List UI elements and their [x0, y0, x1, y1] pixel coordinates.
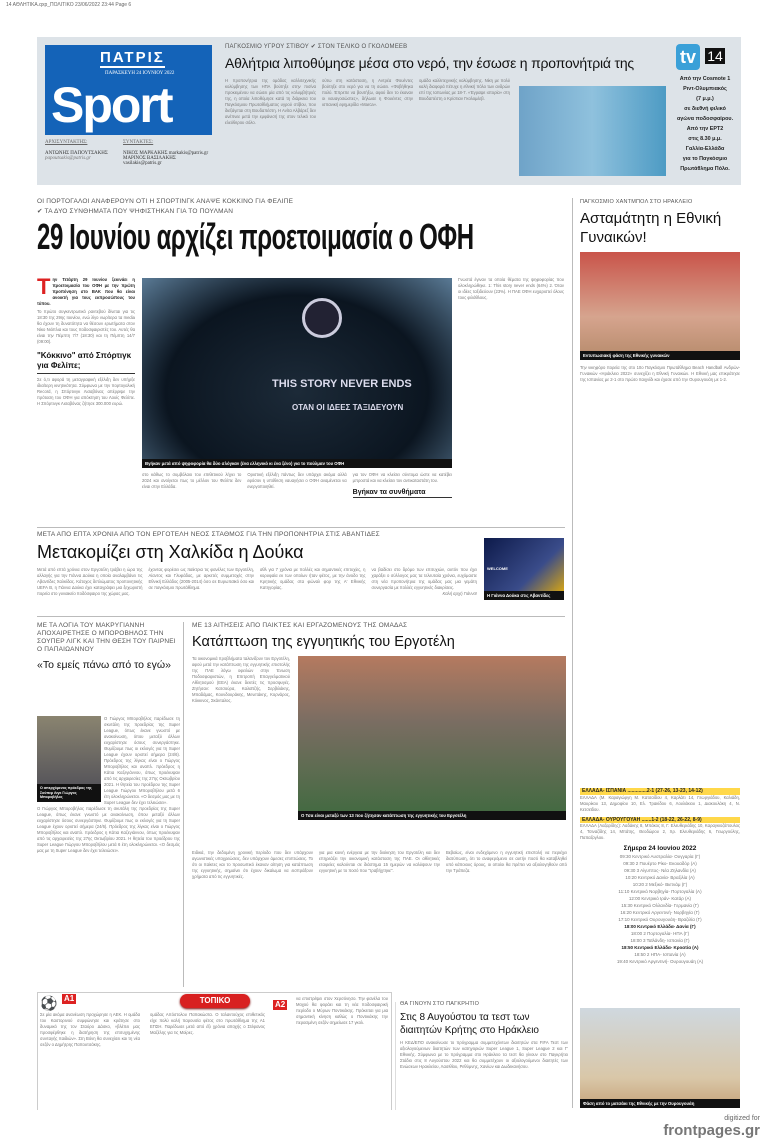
ergo-body: για μια κοινή ενέργεια με την διοίκηση του Εργοτέλη και δεν επηρεάζει την οικονομική κατάσταση της ΠΑΕ. Οι αθλητικές εταιρείες καλούνται σε διάστημα 15 ημερών να καλύψουν την εγγυητική με το ποσό που "τραβήχτηκε".	[319, 850, 440, 873]
ofh-header	[37, 198, 567, 258]
score-line: ΕΛΛΑΔΑ- ΙΣΠΑΝΙΑ ..............2-1 (27-26, 13-23, 14-12)	[580, 788, 740, 795]
swim-photo	[519, 86, 666, 176]
schedule-item: 18:00 2 Πορτογαλία- ΗΠΑ (Γ)	[630, 931, 690, 936]
schedule-item: 09:30 Κεντρικό Αυστραλία- Ουγγαρία (Γ)	[619, 854, 701, 859]
lineup: ΕΛΛΑΔΑ (Μ. Καραγιώργη Μ. Κατσαίδου 4, Καρλάτι 14, Γεωργιάδου, Καλιάδη, Μαυρίκου 13, Δημοφίου 10, Ελ. Τρακίδου 6, Λουλάκιου 1, Διακουλάκη 4, Ν. Κετσεϊδου.	[580, 794, 740, 812]
ergo-headline: Κατάπτωση της εγγυητικής του Εργοτέλη	[192, 634, 455, 650]
ofh-subhead: "Κόκκινο" από Σπόρτιγκ για Φελίπε;	[37, 351, 135, 374]
lineup: ΕΛΛΑΔΑ (Λαζαρίδης): Λαδάκης 8, Μπάκος 8, Γ. Ελευθεριάδης 10, Καραγκιοζόπουλος 4, Τσιναζίδης 14, Μπάτης, Θεοδώρου 2, Χρ. Ελευθεριάδης 6, Γεωργούλης, Παπαζογλου.	[580, 823, 740, 840]
ofh-subhead: Βγήκαν τα συνθήματα	[353, 488, 452, 498]
borovilos-article	[37, 622, 179, 677]
referees-headline: Στις 8 Αυγούστου τα τεστ των διαιτητών Κρήτης στο Ηράκλειο	[400, 1012, 539, 1036]
ofh-kicker: ✔ ΤΑ ΔΥΟ ΣΥΝΘΗΜΑΤΑ ΠΟΥ ΨΗΦΙΣΤΗΚΑΝ ΓΙΑ ΤΟ ΠΟΥΛΜΑΝ	[37, 208, 234, 215]
douka-sign: Καλή αρχή Γιάννα!	[442, 591, 477, 596]
writer: ΝΙΚΟΣ ΜΑΡΚΑΚΗΣ markakis@patris.gr	[123, 151, 209, 156]
boro-caption: Ο απερχόμενος πρόεδρος της Σούπερ Λιγκ Γιώργος Μποροβήλος	[37, 784, 101, 802]
ofh-col1	[37, 274, 135, 407]
douka-photo	[484, 538, 564, 600]
ofh-body: Σε ό,τι αφορά τη μεταγραφική εξέλιξη δεν υπήρξε ιδιαίτερη κινητικότητα. Σύμφωνα με την πορτογαλική Record, η Σπόρτινγκ Λισαβόνας απέρριψε την πρόταση του ΟΦΗ για απόκτηση του Λουίς Φελίπε. Η Σπόρτινγκ Λισαβόνας ζήτησε 300.000 ευρώ.	[37, 377, 135, 406]
beach-handball-photo	[580, 1008, 740, 1108]
tv-line: για το Παγκόσμιο	[682, 156, 728, 162]
schedule-item: 19:40 Κεντρικό Αργεντινή- Ουρουγουάη (Α)	[616, 959, 704, 964]
ofh-photo-caption: Βγήκαν μετά από ψηφοφορία θα δύο σλόγκαν (ένα ελληνικό κι ένα ξένο) για το πούλμαν του ΟΦΗ	[142, 459, 452, 469]
schedule-item: 18:50 Κεντρικό Ελλάδα- Κροατία (Α)	[621, 945, 699, 950]
swim-headline: Αθλήτρια λιποθύμησε μέσα στο νερό, την έσωσε η προπονήτριά της	[225, 55, 634, 71]
douka-body: να βαδίσει στο δρόμο των επιτυχιών, αυτόν που έχει χαράξει ο σύλλογος μας τα τελευταία χρόνια, ευχόμαστε στη νέα προπονήτρια της ομάδας μας μια γεμάτη συνεργασία με πολλές εγγυητικές διακρίσεις.	[371, 567, 477, 590]
boro-body: Ο Γιώργος Μποροβήλος παρέδωσε τη σκυτάλη της προεδρίας της Super League, όπως έκανε γνωστό με ανακοίνωση, όπου μεταξύ άλλων ευχαρίστησε όσους συνεργάστηκε. Θυμίζουμε πως οι εκλογές για τη Super League έχουν οριστεί σήμερα (24/6). Πρόεδρος της λίγκας είναι ο Γιώργος Μποροβήλος και αναπλ. πρόεδρος η Κάτια Καζεγιάννου, όπως προέκυψαν από τις αρχαιρεσίες της 27ης Οκτωβρίου 2021. Η θητεία του προέδρου της Super League Γιώργου Μποροβήλου μετά 6 έτη ολοκληρώνεται. «Ο δεσμός μας με τη Super League δεν έχει τελειώσει».	[104, 716, 180, 805]
writer: ΜΑΡΙΝΟΣ ΒΑΣΙΛΑΚΗΣ vasilakis@patris.gr	[123, 156, 176, 166]
ofh-headline: 29 Ιουνίου αρχίζει προετοιμασία ο ΟΦΗ	[37, 217, 474, 258]
douka-article	[37, 531, 477, 597]
schedule-item: 15:30 Κεντρικό Ολλανδία- Γερμανία (Γ)	[621, 903, 699, 908]
douka-body: Μετά από επτά χρόνια στον Εργοτέλη τράβει η ώρα της αλλαγής για την Γιάννα Δούκα η οποία αναλαμβάνει τις Αβαντίδες Χαλκίδας. Κάτοχος διπλώματος προπονητικής UEFA B, η Γιάννα Δούκα έχει καταγράψει μια ξεχωριστή πορεία στο γυναικείο ποδόσφαιρο της χώρας μας.	[37, 567, 143, 596]
boro-kicker: ΜΕ ΤΑ ΛΟΓΙΑ ΤΟΥ ΜΑΚΡΥΓΙΑΝΝΗ ΑΠΟΧΑΙΡΕΤΗΣΕ Ο ΜΠΟΡΟΒΗΛΟΣ ΤΗΝ ΣΟΥΠΕΡ ΛΙΓΚ ΚΑΙ ΤΗΝ ΘΕΣΗ ΤΟΥ ΠΑΙΡΝΕΙ Ο ΠΑΠΑΙΩΑΝΝΟΥ	[37, 622, 176, 653]
tv-line: σε διεθνή φιλικό	[684, 106, 726, 112]
ofh-body: Το πρώτο συγκεντρωτικό ραντεβού δίνεται για τις 18:30 της 29ης Ιουνίου, ενώ λίγο νωρίτερα τα media θα έχουν τη δυνατότητα να θέσουν ερωτήματα στον Νίκο Νιόπλια και τους ποδοσφαιριστές του. Αυτές θα είναι την Πέμπτη 7/7 (18:30) και τη Πέμπτη 14/7 (09:00).	[37, 309, 135, 344]
ofh-col-right	[458, 277, 564, 301]
tv-line: Πρωτάθλημα Πόλο.	[680, 166, 730, 172]
ergo-caption: Ο Τσα είναι μεταξύ των 13 που ζήτησαν κατάπτωση της εγγυητικής του Εργοτέλη	[298, 811, 566, 821]
writers-label: ΣΥΝΤΑΚΤΕΣ:	[123, 140, 154, 145]
topiko-badge: ΤΟΠΙΚΟ	[180, 994, 250, 1008]
ergo-kicker: ΜΕ 13 ΑΙΤΗΣΕΙΣ ΑΠΟ ΠΑΙΚΤΕΣ ΚΑΙ ΕΡΓΑΖΟΜΕΝΟΥΣ ΤΗΣ ΟΜΑΔΑΣ	[192, 622, 408, 629]
tv-listings	[672, 74, 738, 174]
bus-slogan: THIS STORY NEVER ENDS	[272, 378, 412, 390]
footer-line1: digitized for	[724, 1115, 760, 1122]
ofh-kicker: ΟΙ ΠΟΡΤΟΓΑΛΟΙ ΑΝΑΦΕΡΟΥΝ ΟΤΙ Η ΣΠΟΡΤΙΝΓΚ ΑΝΑΨΕ ΚΟΚΚΙΝΟ ΓΙΑ ΦΕΛΙΠΕ	[37, 198, 294, 205]
tv-line: Από την ΕΡΤ2	[686, 126, 724, 132]
digitized-credit	[663, 1115, 760, 1139]
dropcap: Τ	[37, 274, 51, 299]
handball-headline: Ασταμάτητη η Εθνική Γυναικών!	[580, 210, 722, 246]
footballer-icon: ⚽	[40, 995, 58, 1011]
ofh-body: Οριστική εξέλιξη πάντως δεν υπάρχει ακόμα αλλά εφόσον η υπόθεση ναυαγήσει ο ΟΦΗ αναμένεται να ενεργοποιηθεί.	[247, 472, 347, 489]
ofh-lower-cols	[142, 472, 452, 498]
douka-body: έχοντας φορέσει ως παίκτρια τις φανέλες των Εργοτέλη, Αίαντος και Γλυφάδας, με αρκετές συμμετοχές στην Εθνική Ελλάδος (2005-2014) όσο σε Ευρωπαϊκό όσο και σε παγκόσμιο πρωτάθλημα.	[148, 567, 254, 590]
handball-photo	[580, 252, 740, 360]
ergo-body: Τα οικονομικά προβλήματα ταλανίζουν τον Εργοτέλη, αφού μετά την κατάπτωση της εγγυητικής επιστολής της ΠΑΕ λόγω οφειλών στην Ένωση Ποδοσφαιριστών, η Επιτροπή Επαγγελματικού Αθλητισμού (ΕΕΑ) έκανε δεκτές τις προσφυγές. Ζητήσαν: Κατσούρα, Καλαϊτζής, Σερβιλάκης, Μπαδάμας, Κουνδουράκης, Μενετάκης, Κορνάρος, Κόκκινος, Σκάνταλος.	[192, 656, 290, 703]
schedule-item: 09:30 2 Πουέρτο Ρίκο- Εκουαδόρ (Α)	[623, 861, 697, 866]
ergotelis-article	[192, 622, 567, 651]
tv-line: Ριντ-Ολυμπιακός	[683, 86, 727, 92]
douka-body: αθλ για 7 χρόνια με πολλές και σημαντικές επιτυχίες, η κορυφαία εκ των οποίων ήταν φέτος, με την άνοδο της Κρητικής ομάδας στα φώναλ φορ της Α' Εθνικής Κατηγορίας.	[260, 567, 366, 590]
ergo-lower-cols	[192, 850, 567, 880]
tv-line: στις 8.30 μ.μ.	[688, 136, 722, 142]
logo-patris: ΠΑΤΡΙΣ	[100, 49, 165, 66]
score-line: ΕΛΛΑΔΑ- ΟΥΡΟΥΓΟΥΑΗ .......1-2 (18-22, 26-22, 8-9)	[580, 817, 740, 824]
schedule-item: 10:20 Κεντρικό Δανία- Βραζιλία (Α)	[625, 875, 695, 880]
handball-caption: Εντυπωσιακή φάση της Εθνικής γυναικών	[580, 351, 740, 361]
douka-headline: Μετακομίζει στη Χαλκίδα η Δούκα	[37, 542, 304, 562]
ofh-crest-icon	[302, 298, 342, 338]
schedule-item: 18:00 Κεντρικό Ελλάδα- Δανία (Γ)	[624, 924, 696, 929]
douka-kicker: ΜΕΤΑ ΑΠΟ ΕΠΤΑ ΧΡΟΝΙΑ ΑΠΟ ΤΟΝ ΕΡΓΟΤΕΛΗ ΝΕΟΣ ΣΤΑΘΜΟΣ ΓΙΑ ΤΗΝ ΠΡΟΠΟΝΗΤΡΙΑ ΣΤΙΣ ΑΒΑΝΤΙΔΕΣ	[37, 531, 380, 538]
swim-kicker: ΠΑΓΚΟΣΜΙΟ ΥΓΡΟΥ ΣΤΙΒΟΥ ✔ ΣΤΟΝ ΤΕΛΙΚΟ Ο ΓΚΟΛΟΜΕΕΒ	[225, 44, 408, 50]
ergotelis-photo	[298, 656, 566, 820]
referees-article	[400, 1000, 568, 1100]
schedule-title: Σήμερα 24 Ιουνίου 2022	[623, 845, 697, 852]
schedule-item: 09:30 3 Αίγυπτος- Νέα Ζηλανδία (Α)	[624, 868, 696, 873]
schedule-item: 11:10 Κεντρικό Νορβηγία- Πορτογαλία (Α)	[618, 889, 702, 894]
ofh-body: για τον ΟΦΗ να κλείσει σύντομα ώστε να κατέβει μπροστά και να κλείσει τον αντικαταστάτη του.	[352, 472, 452, 483]
issue-date: ΠΑΡΑΣΚΕΥΗ 24 ΙΟΥΝΙΟΥ 2022	[105, 71, 175, 76]
print-slug: 14 ΑΘΛΗΤΙΚΑ.qxp_ΠΟΛΙΤΙΚΟ 23/06/2022 23:44 Page 6	[6, 2, 132, 8]
tv-line: αγώνα ποδοσφαίρου.	[676, 116, 734, 122]
handball-results	[580, 784, 740, 965]
ofh-bus-photo	[142, 278, 452, 468]
page-number: 14	[705, 48, 725, 64]
a2-badge: A2	[275, 1000, 286, 1009]
schedule-item: 10:20 2 Μεξικό- Βιετνάμ (Γ)	[632, 882, 688, 887]
douka-caption: Η Γιάννα Δούκα στις Αβαντίδες	[484, 591, 564, 601]
editor-email: papoutsakis@patris.gr	[45, 156, 91, 161]
swim-body: Η προπονήτρια της ομάδας καλλιτεχνικής κολύμβησης των ΗΠΑ βούτηξε στην πισίνα προκειμένου να σώσει μία από τις κολυμβήτριές της, η οποία λιποθύμησε κατά τη διάρκεια του Παγκόσμιου Πρωταθλήματος υγρού στίβου, που διεξάγεται στη Βουδαπέστη. Η Ανίτα Αλβάρεζ δεν ανέπνεε μετά την εμφάνισή της στον τελικό του ελεύθερου σόλο.	[225, 78, 316, 125]
handball-body: Την νικηφόρο πορεία της στο 10ο Παγκόσμιο Πρωτάθλημα Beach Handball Ανδρών-Γυναικών «Ηράκλειο 2022» συνεχίζει η Εθνική Γυναικών. Η Εθνική μας επικράτησε της Ισπανίας με 2-1 στο πρώτο παιχνίδι και έχασε από την Ουρουγουάη με 1-2.	[580, 365, 740, 382]
swim-body: ομάδα καλλιτεχνικής κολύμβησης. Νίκη με πολύ καλή διαφορά πέτυχε η εθνική πόλο των ανδρών επί της Ιαπωνίας με 18-7. «Έγραψε ιστορία» στη Βουδαπέστη ο Κρίστιαν Γκολομέεβ.	[419, 78, 510, 101]
ofh-body: Γνωστά έγιναν τα οποία θέματα της ψηφοφορίας που ολοκληρώθηκε. 1: This story never ends (64%) 2. Όταν οι ιδέες ταξιδεύουν (23%). Η ΠΑΕ ΟΦΗ ευχαριστεί όλους τους φιλάθλους.	[458, 277, 564, 300]
handball-article	[580, 198, 740, 247]
editor-label: ΑΡΧΙΣΥΝΤΑΚΤΗΣ:	[45, 140, 88, 145]
referees-body: Η ΚΕΔ/ΕΠΟ ανακοίνωσε το πρόγραμμα συμμετεχόντων διαιτητών στα FIFA Τεστ των αξιολογούμενων διαιτητών των κατηγοριών Super League 1, Super League 2 και Γ' Εθνικής. Σύμφωνα με το πρόγραμμα στο Ηράκλειο τα τεστ θα γίνουν στο Παγκρήτιο Στάδιο στις 8 Αυγούστου 2022 και θα συμμετέχουν οι αξιολογούμενοι διαιτητές των Ενώσεων Ηρακλείου, Λασιθίου, Ρεθύμνης, Χανίων και Δωδεκανήσου.	[400, 1040, 568, 1069]
topiko-body: ομάδας Απόστολου Παπακώστα. Ο ταλαντούχος επιθετικός είχε πολύ καλή παρουσία φέτος στο πρωτάθλημα της Α1 ΕΠΣΗ. Παρέδωσε μετά από έξι χρόνια αποχής ο Στέφανος Μαζέλης για τις Μοίρες.	[150, 1012, 265, 1035]
ofh-lead: ην Τετάρτη 29 Ιουνίου ξεκινάει η προετοιμασία του ΟΦΗ με την πρώτη προπόνηση στο ΒΑΚ που θα είναι ανοικτή για τους εκπροσώπους του τύπου.	[37, 277, 135, 306]
logo-sport: Sport	[51, 77, 172, 133]
welcome-banner: WELCOME	[487, 566, 508, 571]
tv-line: Από την Cosmote 1	[679, 76, 731, 82]
referees-kicker: ΘΑ ΓΙΝΟΥΝ ΣΤΟ ΠΑΓΚΡΗΤΙΟ	[400, 1001, 480, 1007]
sport-logo	[45, 45, 212, 135]
footer-line2: frontpages.gr	[663, 1122, 760, 1139]
borovilos-photo	[37, 716, 101, 802]
swim-body: ούτω στη κατάσταση, η Αντρέα Φουέντες βούτηξε στο νερό για να τη σώσει. «Φοβήθηκα πολύ. Έπρεπε να βουτήξω, αφού δεν το έκαναν οι ναυαγοσώστες», δήλωσε η Φουέντες στην ισπανική εφημερίδα «Marca».	[322, 78, 413, 107]
handball-text	[580, 365, 740, 779]
schedule-item: 18:00 3 Ταϊλάνδη- Ισπανία (Γ)	[630, 938, 690, 943]
a1-badge: A1	[64, 994, 75, 1003]
schedule-item: 12:00 Κεντρικό Ιράν- Κατάρ (Α)	[628, 896, 692, 901]
ergo-body: Ειδικά, την δεδομένη χρονική περίοδο που δεν υπάρχουν αγωνιστικές υποχρεώσεις, δεν υπάρχουν άμεσες επιπτώσεις. Το ότι οι παίκτες και το προσωπικό έκαναν αίτηση για κατάπτωση της εγγυητικής, σημαίνει ότι έχουν δικαίωμα να εισπράξουν χρήματα από τις εγγυητικές.	[192, 850, 313, 879]
boro-headline: «Το εμείς πάνω από το εγώ»	[37, 659, 171, 671]
ofh-body: στο κάθως το συμβόλαιο του επιθετικού λήγει το 2024 και ανοίγεται πως το μέλλον του Φελίπε δεν είναι στην Ελλάδα.	[142, 472, 242, 489]
tv-line: (7 μ.μ.)	[696, 96, 714, 102]
topiko-body: Σε μία ακόμα ανανέωση προχώρησε η ΑΕΚ. Η ομάδα του Καστορινού συμφώνησε και κράτησε στο δυναμικό της τον Σταύρο Δάσκο, «βλέπει μας προσφέρθηκε η διατήρηση της επιτυχημένης συνταγής παιδιών». Στη Βόνη θα συνεχίσει και τη νέα σεζόν ο Δημήτρης Παπουτσάκης.	[40, 1012, 140, 1047]
bus-slogan: ΟΤΑΝ ΟΙ ΙΔΕΕΣ ΤΑΞΙΔΕΥΟΥΝ	[292, 403, 404, 412]
schedule-item: 18:50 2 ΗΠΑ- Ισπανία (Α)	[634, 952, 686, 957]
tv-icon: tv	[676, 44, 700, 70]
schedule-item: 16:20 Κεντρικό Αργεντινή- Νορβηγία (Γ)	[620, 910, 700, 915]
referees-caption: Φάση από το ματσάκι της Εθνικής με την Ουρουγουάη	[580, 1099, 740, 1109]
editor-name: ΑΝΤΩΝΗΣ ΠΑΠΟΥΤΣΑΚΗΣ	[45, 151, 108, 156]
boro-body-cont: Ο Γιώργος Μποροβήλος παρέδωσε τη σκυτάλη της προεδρίας της Super League, όπως έκανε γνωστό με ανακοίνωση, όπου μεταξύ άλλων ευχαρίστησε όσους συνεργάστηκε. Θυμίζουμε πως οι εκλογές για τη Super League έχουν οριστεί σήμερα (24/6). Πρόεδρος της λίγκας είναι ο Γιώργος Μποροβήλος και αναπλ. πρόεδρος η Κάτια Καζεγιάννου, όπως προέκυψαν από τις αρχαιρεσίες της 27ης Οκτωβρίου 2021. Η θητεία του προέδρου της Super League Γιώργου Μποροβήλου μετά 6 έτη ολοκληρώνεται. «Ο δεσμός μας με τη Super League δεν έχει τελειώσει».	[37, 806, 180, 853]
topiko-body: να επιστρέψει στον Χερσόνησο. Την φανέλα του Μοχού θα φοράει και τη νέα ποδοσφαιρική περίοδο ο Μύρων Ποντικάκης. Πρόκειται για μια σημαντική κίνηση καθώς ο Ποντικάκης την περασμένη σεζόν σημείωσε 17 γκολ.	[296, 996, 388, 1025]
schedule-list	[580, 853, 740, 965]
tv-line: Γαλλία-Ελλάδα	[685, 146, 725, 152]
schedule-item: 17:10 Κεντρικό Ουρουγουάη- Βραζιλία (Γ)	[618, 917, 702, 922]
handball-kicker: ΠΑΓΚΟΣΜΙΟ ΧΑΝΤΜΠΟΛ ΣΤΟ ΗΡΑΚΛΕΙΟ	[580, 199, 693, 205]
ergo-body: Βεβαίως, είναι ενδεχόμενο η εγγυητική επιστολή να περιέχει διατύπωση, ότι το αναφερόμενο σε αυτήν ποσό θα καταβληθεί υπό κάποιους όρους, οι οποίοι θα πρέπει να αξιολογηθούν από την Τράπεζα.	[446, 850, 567, 873]
